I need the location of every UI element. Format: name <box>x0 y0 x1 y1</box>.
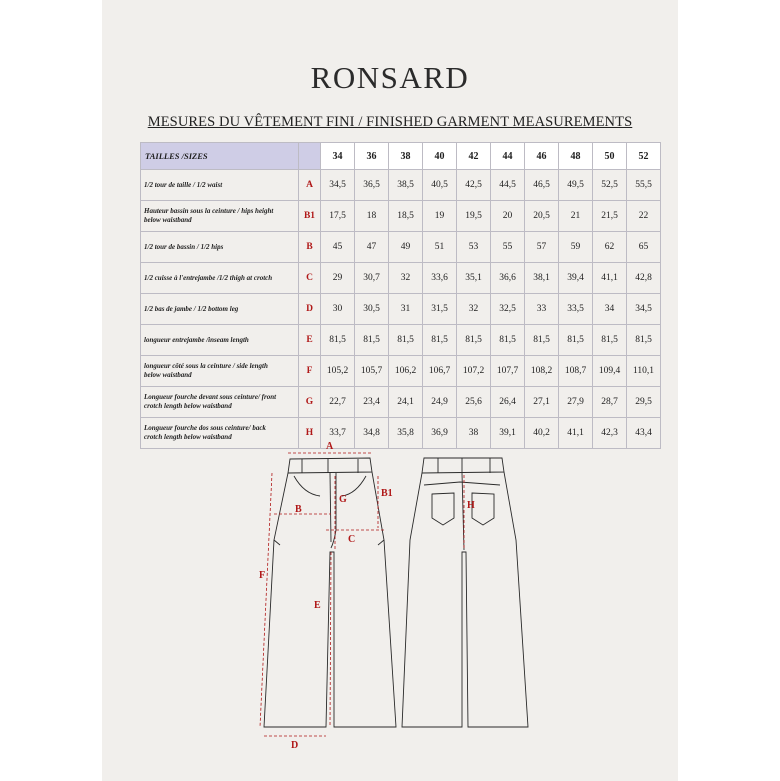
measurement-label-line: longueur entrejambe /inseam length <box>144 335 249 344</box>
measurement-value: 106,2 <box>389 356 423 387</box>
marker-g: G <box>339 494 347 505</box>
measurement-value: 33,7 <box>321 418 355 449</box>
measurement-value: 18,5 <box>389 201 423 232</box>
measurement-value: 43,4 <box>627 418 661 449</box>
marker-d: D <box>291 740 299 751</box>
measurement-code: E <box>299 325 321 356</box>
measurement-value: 32,5 <box>491 294 525 325</box>
measurement-value: 45 <box>321 232 355 263</box>
measurement-value: 39,1 <box>491 418 525 449</box>
measurement-value: 81,5 <box>389 325 423 356</box>
front-pocket-right <box>342 476 366 496</box>
size-header: 52 <box>627 143 661 170</box>
measurement-value: 42,5 <box>457 170 491 201</box>
marker-b1: B1 <box>381 488 393 499</box>
belt-loops-back <box>438 458 490 473</box>
measurement-value: 52,5 <box>593 170 627 201</box>
measurement-value: 105,7 <box>355 356 389 387</box>
measurement-value: 81,5 <box>559 325 593 356</box>
measurement-value: 26,4 <box>491 387 525 418</box>
measurement-value: 34 <box>593 294 627 325</box>
measurement-value: 25,6 <box>457 387 491 418</box>
measurement-value: 19 <box>423 201 457 232</box>
table-row <box>141 232 661 263</box>
measurement-value: 46,5 <box>525 170 559 201</box>
measurement-value: 108,2 <box>525 356 559 387</box>
measurement-value: 51 <box>423 232 457 263</box>
measurement-value: 20,5 <box>525 201 559 232</box>
hip-marks <box>274 540 384 545</box>
measurement-value: 49,5 <box>559 170 593 201</box>
measurement-label-line: 1/2 tour de taille / 1/2 waist <box>144 180 223 189</box>
page-title: MESURES DU VÊTEMENT FINI / FINISHED GARMENT MEASUREMENTS <box>147 114 633 130</box>
table-header-row <box>141 143 661 170</box>
measurement-value: 109,4 <box>593 356 627 387</box>
measurement-value: 32 <box>457 294 491 325</box>
measurement-label <box>141 232 299 263</box>
back-outline <box>402 472 528 727</box>
marker-c: C <box>348 534 356 545</box>
measurement-value: 55 <box>491 232 525 263</box>
measurement-value: 28,7 <box>593 387 627 418</box>
table-row <box>141 170 661 201</box>
size-header: 38 <box>389 143 423 170</box>
measurement-value: 33,6 <box>423 263 457 294</box>
fly-line <box>330 473 331 542</box>
measurement-code: C <box>299 263 321 294</box>
table-row <box>141 263 661 294</box>
measurement-label-line: crotch length below waistband <box>144 402 232 410</box>
measurement-label <box>141 201 299 232</box>
measurement-value: 34,5 <box>627 294 661 325</box>
size-header: 46 <box>525 143 559 170</box>
back-waistband <box>422 458 504 473</box>
measurement-value: 30,7 <box>355 263 389 294</box>
measurement-label-line: Hauteur bassin sous la ceinture / hips height <box>144 207 274 215</box>
measurement-value: 24,1 <box>389 387 423 418</box>
size-header: 40 <box>423 143 457 170</box>
measurement-value: 59 <box>559 232 593 263</box>
measurement-value: 42,8 <box>627 263 661 294</box>
measurement-value: 33 <box>525 294 559 325</box>
measurement-value: 21,5 <box>593 201 627 232</box>
measurement-value: 81,5 <box>355 325 389 356</box>
brand-logo: RONSARD <box>310 60 470 95</box>
measurement-value: 41,1 <box>559 418 593 449</box>
measurement-value: 22 <box>627 201 661 232</box>
measurement-label-line: crotch length below waistband <box>144 433 232 441</box>
measurement-code: G <box>299 387 321 418</box>
measurement-label-line: below waistband <box>144 371 192 379</box>
measurement-value: 62 <box>593 232 627 263</box>
measurement-value: 24,9 <box>423 387 457 418</box>
size-chart-sheet <box>102 0 678 781</box>
back-pocket-right <box>472 493 494 525</box>
measurement-value: 81,5 <box>457 325 491 356</box>
front-waistband <box>288 458 372 473</box>
measurement-value: 34,5 <box>321 170 355 201</box>
size-header: 50 <box>593 143 627 170</box>
front-pocket-left <box>294 476 320 496</box>
measurement-value: 81,5 <box>593 325 627 356</box>
measurement-code: A <box>299 170 321 201</box>
measurement-value: 38,1 <box>525 263 559 294</box>
measurement-value: 40,5 <box>423 170 457 201</box>
measurement-label-line: below waistband <box>144 216 192 224</box>
size-header: 44 <box>491 143 525 170</box>
measurement-value: 40,2 <box>525 418 559 449</box>
measurement-value: 27,9 <box>559 387 593 418</box>
measurement-value: 27,1 <box>525 387 559 418</box>
table-row <box>141 356 661 387</box>
marker-a: A <box>326 441 334 452</box>
measurement-code: D <box>299 294 321 325</box>
measurement-label-line: Longueur fourche devant sous ceinture/ front <box>144 393 277 401</box>
measurement-value: 30,5 <box>355 294 389 325</box>
pants-technical-drawing <box>102 430 678 781</box>
measurement-value: 33,5 <box>559 294 593 325</box>
measurement-value: 18 <box>355 201 389 232</box>
measurement-value: 31 <box>389 294 423 325</box>
measurement-label-line: 1/2 tour de bassin / 1/2 hips <box>144 242 224 251</box>
measurement-value: 81,5 <box>491 325 525 356</box>
measurement-code: F <box>299 356 321 387</box>
sizes-header-label: TAILLES /SIZES <box>141 143 299 170</box>
measurement-value: 38,5 <box>389 170 423 201</box>
measurement-value: 20 <box>491 201 525 232</box>
measurement-value: 22,7 <box>321 387 355 418</box>
measurement-label <box>141 294 299 325</box>
measurement-value: 35,8 <box>389 418 423 449</box>
marker-b: B <box>295 504 302 515</box>
measurement-value: 32 <box>389 263 423 294</box>
measurement-value: 39,4 <box>559 263 593 294</box>
measurement-label <box>141 387 299 418</box>
measurement-value: 105,2 <box>321 356 355 387</box>
measurement-value: 53 <box>457 232 491 263</box>
pants-back-view <box>402 458 528 727</box>
measurement-label <box>141 356 299 387</box>
size-header: 48 <box>559 143 593 170</box>
measurement-value: 108,7 <box>559 356 593 387</box>
measurement-value: 107,7 <box>491 356 525 387</box>
measurements-table <box>140 142 661 449</box>
measurement-value: 29 <box>321 263 355 294</box>
measurement-value: 44,5 <box>491 170 525 201</box>
measurement-label-line: 1/2 cuisse à l'entrejambe /1/2 thigh at crotch <box>144 273 273 282</box>
measurement-value: 107,2 <box>457 356 491 387</box>
belt-loops-front <box>302 459 358 473</box>
measurement-value: 81,5 <box>525 325 559 356</box>
marker-e: E <box>314 600 321 611</box>
measurement-value: 17,5 <box>321 201 355 232</box>
code-header-cell <box>299 143 321 170</box>
measurement-code: H <box>299 418 321 449</box>
table-row <box>141 325 661 356</box>
table-row <box>141 294 661 325</box>
table-row <box>141 201 661 232</box>
measurement-value: 81,5 <box>627 325 661 356</box>
size-header: 42 <box>457 143 491 170</box>
size-header: 34 <box>321 143 355 170</box>
measurement-value: 23,4 <box>355 387 389 418</box>
measurement-code: B <box>299 232 321 263</box>
measurement-value: 38 <box>457 418 491 449</box>
measurement-label-line: Longueur fourche dos sous ceinture/ back <box>144 424 266 432</box>
measurement-value: 106,7 <box>423 356 457 387</box>
measurement-label <box>141 325 299 356</box>
measurement-value: 21 <box>559 201 593 232</box>
measurement-value: 31,5 <box>423 294 457 325</box>
measurement-value: 65 <box>627 232 661 263</box>
measurement-value: 57 <box>525 232 559 263</box>
marker-f: F <box>259 570 266 581</box>
measurement-value: 36,5 <box>355 170 389 201</box>
measurement-value: 36,9 <box>423 418 457 449</box>
measurement-label-line: 1/2 bas de jambe / 1/2 bottom leg <box>144 304 239 313</box>
measurement-label <box>141 170 299 201</box>
measurement-value: 47 <box>355 232 389 263</box>
measurement-value: 29,5 <box>627 387 661 418</box>
measurement-value: 34,8 <box>355 418 389 449</box>
measurement-value: 35,1 <box>457 263 491 294</box>
measurement-value: 36,6 <box>491 263 525 294</box>
measurement-value: 81,5 <box>321 325 355 356</box>
measurement-value: 110,1 <box>627 356 661 387</box>
measurement-value: 49 <box>389 232 423 263</box>
measurement-value: 19,5 <box>457 201 491 232</box>
marker-h: H <box>467 500 475 511</box>
measurement-value: 41,1 <box>593 263 627 294</box>
size-header: 36 <box>355 143 389 170</box>
back-pocket-left <box>432 493 454 525</box>
pants-front-view <box>264 458 396 727</box>
measurement-value: 81,5 <box>423 325 457 356</box>
measure-line-e <box>330 552 331 727</box>
measurement-code: B1 <box>299 201 321 232</box>
measurement-label <box>141 263 299 294</box>
table-row <box>141 387 661 418</box>
measurement-value: 55,5 <box>627 170 661 201</box>
measurement-value: 42,3 <box>593 418 627 449</box>
measurement-label-line: longueur côté sous la ceinture / side length <box>144 362 268 370</box>
measurement-value: 30 <box>321 294 355 325</box>
